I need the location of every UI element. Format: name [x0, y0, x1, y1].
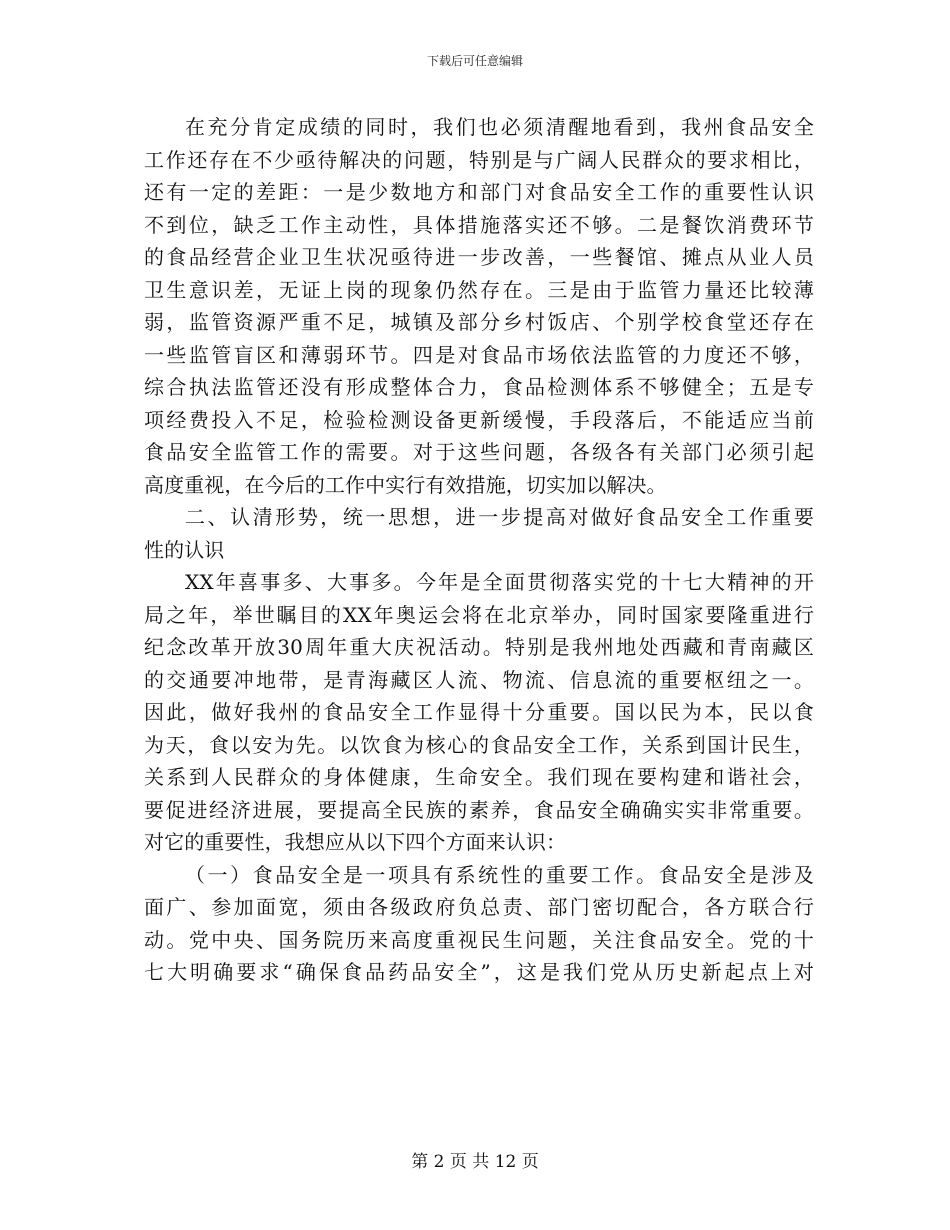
text-line: 食品安全监管工作的需要。对于这些问题，各级各有关部门必须引起	[144, 440, 814, 464]
document-body	[144, 111, 814, 989]
text-line: （一）食品安全是一项具有系统性的重要工作。食品安全是涉及	[185, 862, 814, 887]
text-line: XX年喜事多、大事多。今年是全面贯彻落实党的十七大精神的开	[185, 570, 814, 594]
paragraph	[144, 111, 814, 501]
text-line: 纪念改革开放30周年重大庆祝活动。特别是我州地处西藏和青南藏区	[144, 635, 814, 659]
paragraph	[144, 501, 814, 566]
text-line: 项经费投入不足，检验检测设备更新缓慢，手段落后，不能适应当前	[144, 407, 814, 432]
paragraph	[144, 859, 814, 989]
text-line: 七大明确要求“确保食品药品安全”，这是我们党从历史新起点上对	[144, 960, 814, 984]
text-line: 要促进经济进展，要提高全民族的素养，食品安全确确实实非常重要。	[144, 797, 814, 822]
text-line: 高度重视，在今后的工作中实行有效措施，切实加以解决。	[144, 472, 667, 497]
text-line: 还有一定的差距：一是少数地方和部门对食品安全工作的重要性认识	[144, 180, 814, 204]
text-line: 弱，监管资源严重不足，城镇及部分乡村饭店、个别学校食堂还存在	[144, 310, 814, 334]
text-line: 因此，做好我州的食品安全工作显得十分重要。国以民为本，民以食	[144, 700, 814, 724]
text-line: 面广、参加面宽，须由各级政府负总责、部门密切配合，各方联合行	[144, 895, 814, 919]
page-header: 下载后可任意编辑	[426, 54, 523, 68]
text-line: 对它的重要性，我想应从以下四个方面来认识：	[144, 830, 567, 854]
text-line: 卫生意识差，无证上岗的现象仍然存在。三是由于监管力量还比较薄	[144, 277, 814, 302]
text-line: 在充分肯定成绩的同时，我们也必须清醒地看到，我州食品安全	[185, 115, 814, 139]
text-line: 的食品经营企业卫生状况亟待进一步改善，一些餐馆、摊点从业人员	[144, 245, 814, 269]
page-footer: 第 2 页 共 12 页	[411, 1152, 539, 1172]
paragraph	[144, 566, 814, 859]
text-line: 性的认识	[144, 537, 225, 562]
text-line: 工作还存在不少亟待解决的问题，特别是与广阔人民群众的要求相比，	[144, 147, 814, 172]
text-line: 动。党中央、国务院历来高度重视民生问题，关注食品安全。党的十	[144, 927, 814, 952]
text-line: 一些监管盲区和薄弱环节。四是对食品市场依法监管的力度还不够，	[144, 342, 814, 367]
text-line: 不到位，缺乏工作主动性，具体措施落实还不够。二是餐饮消费环节	[144, 212, 814, 237]
text-line: 关系到人民群众的身体健康，生命安全。我们现在要构建和谐社会，	[144, 765, 814, 789]
text-line: 的交通要冲地带，是青海藏区人流、物流、信息流的重要枢纽之一。	[144, 667, 814, 692]
text-line: 综合执法监管还没有形成整体合力，食品检测体系不够健全；五是专	[144, 375, 814, 399]
text-line: 为天，食以安为先。以饮食为核心的食品安全工作，关系到国计民生，	[144, 732, 814, 757]
text-line: 局之年，举世瞩目的XX年奥运会将在北京举办，同时国家要隆重进行	[144, 602, 814, 627]
text-line: 二、认清形势，统一思想，进一步提高对做好食品安全工作重要	[185, 505, 814, 529]
